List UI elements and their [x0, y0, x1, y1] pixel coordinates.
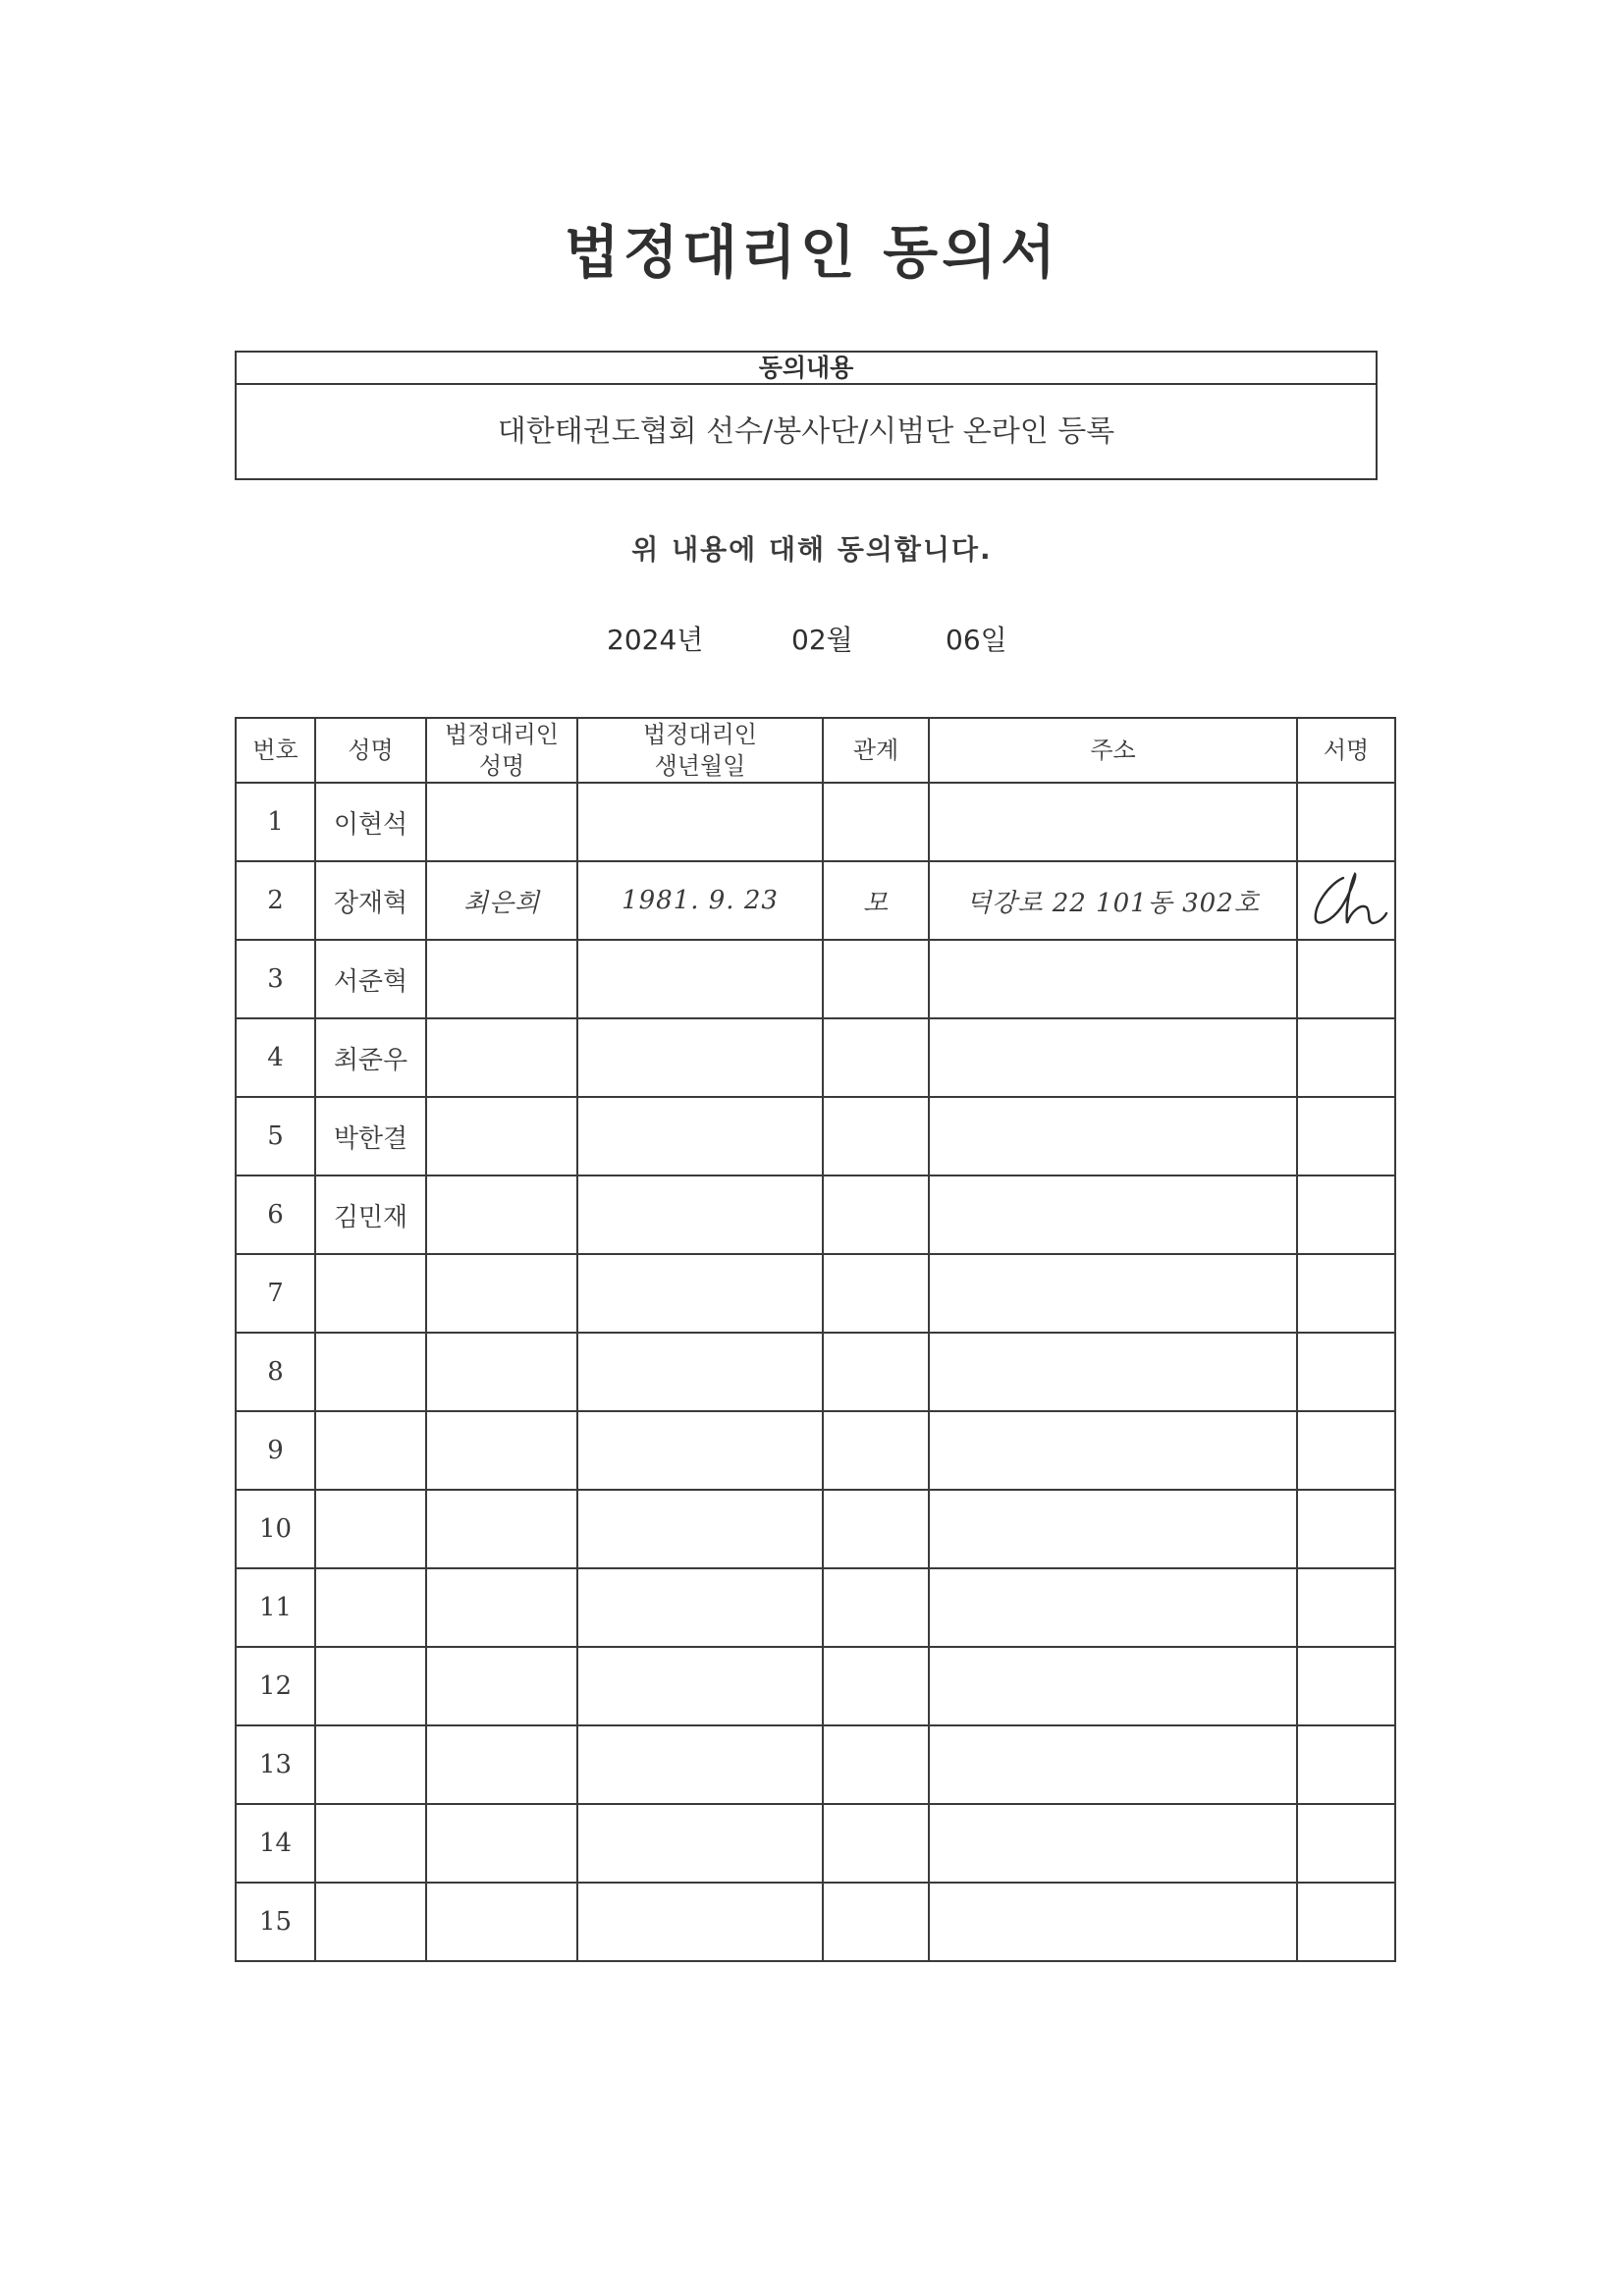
table-row [236, 1018, 1395, 1097]
row-signature [1297, 861, 1395, 940]
row-address [929, 1333, 1297, 1411]
row-signature [1297, 783, 1395, 861]
row-guardian-dob [577, 1490, 823, 1568]
row-address [929, 1883, 1297, 1961]
header-relation: 관계 [823, 718, 929, 783]
row-address [929, 783, 1297, 861]
row-guardian-name [426, 1804, 577, 1883]
row-signature [1297, 1018, 1395, 1097]
row-signature [1297, 1254, 1395, 1333]
row-name [315, 1568, 426, 1647]
row-guardian-name [426, 1725, 577, 1804]
table-row [236, 1411, 1395, 1490]
header-guardian-name-line1: 법정대리인 [445, 721, 559, 748]
table-header-row [236, 718, 1395, 783]
row-signature [1297, 1883, 1395, 1961]
row-guardian-dob [577, 1568, 823, 1647]
row-guardian-name [426, 1097, 577, 1175]
row-guardian-dob [577, 1254, 823, 1333]
row-relation [823, 1411, 929, 1490]
row-signature [1297, 1490, 1395, 1568]
row-guardian-name [426, 1647, 577, 1725]
row-relation [823, 783, 929, 861]
header-guardian-name-line2: 성명 [478, 752, 525, 780]
row-number: 1 [236, 783, 315, 861]
row-signature [1297, 1333, 1395, 1411]
row-signature [1297, 1804, 1395, 1883]
row-number: 6 [236, 1175, 315, 1254]
table-row [236, 1097, 1395, 1175]
table-row [236, 1647, 1395, 1725]
table-row [236, 1804, 1395, 1883]
table-body [236, 783, 1395, 1961]
row-number: 3 [236, 940, 315, 1018]
header-guardian-dob-line1: 법정대리인 [643, 721, 757, 748]
row-relation [823, 1647, 929, 1725]
header-name: 성명 [315, 718, 426, 783]
row-guardian-name [426, 1175, 577, 1254]
row-address [929, 1175, 1297, 1254]
row-name [315, 1883, 426, 1961]
row-guardian-dob: 1981. 9. 23 [577, 861, 823, 940]
row-name: 이현석 [315, 783, 426, 861]
row-guardian-name [426, 1254, 577, 1333]
row-signature [1297, 940, 1395, 1018]
header-guardian-name [426, 718, 577, 783]
row-guardian-name [426, 1883, 577, 1961]
row-number: 7 [236, 1254, 315, 1333]
row-guardian-dob [577, 1804, 823, 1883]
row-number: 10 [236, 1490, 315, 1568]
row-relation [823, 1018, 929, 1097]
row-address [929, 1254, 1297, 1333]
date-day: 06일 [946, 624, 1007, 656]
row-guardian-name [426, 1490, 577, 1568]
row-signature [1297, 1097, 1395, 1175]
row-number: 9 [236, 1411, 315, 1490]
table-row [236, 1254, 1395, 1333]
table-row [236, 783, 1395, 861]
table-row [236, 1175, 1395, 1254]
row-guardian-dob [577, 1175, 823, 1254]
row-address [929, 1411, 1297, 1490]
table-row [236, 1333, 1395, 1411]
registration-table [235, 717, 1396, 1962]
row-relation [823, 1725, 929, 1804]
row-signature [1297, 1411, 1395, 1490]
row-guardian-name [426, 1018, 577, 1097]
header-guardian-dob [577, 718, 823, 783]
row-number: 8 [236, 1333, 315, 1411]
row-number: 11 [236, 1568, 315, 1647]
row-number: 5 [236, 1097, 315, 1175]
header-address: 주소 [929, 718, 1297, 783]
row-address [929, 1647, 1297, 1725]
handwritten-signature [1302, 868, 1390, 933]
row-address [929, 1568, 1297, 1647]
row-signature [1297, 1175, 1395, 1254]
row-address [929, 1725, 1297, 1804]
row-guardian-name [426, 783, 577, 861]
row-number: 2 [236, 861, 315, 940]
row-address [929, 1018, 1297, 1097]
header-guardian-dob-line2: 생년월일 [654, 752, 746, 780]
row-guardian-dob [577, 1411, 823, 1490]
row-address [929, 1804, 1297, 1883]
document-title: 법정대리인 동의서 [564, 219, 1060, 286]
row-relation [823, 1804, 929, 1883]
table-row [236, 861, 1395, 940]
row-guardian-dob [577, 1725, 823, 1804]
row-guardian-name [426, 1411, 577, 1490]
date-year: 2024년 [607, 624, 704, 656]
consent-box-content: 대한태권도협회 선수/봉사단/시범단 온라인 등록 [497, 414, 1115, 449]
row-name: 서준혁 [315, 940, 426, 1018]
row-relation [823, 1490, 929, 1568]
row-relation [823, 1097, 929, 1175]
row-signature [1297, 1647, 1395, 1725]
row-relation [823, 1883, 929, 1961]
row-relation [823, 1333, 929, 1411]
date-month: 02월 [791, 624, 853, 656]
row-guardian-dob [577, 940, 823, 1018]
table-row [236, 1568, 1395, 1647]
row-guardian-dob [577, 1883, 823, 1961]
row-name [315, 1804, 426, 1883]
row-guardian-dob [577, 783, 823, 861]
row-name: 박한결 [315, 1097, 426, 1175]
row-name [315, 1333, 426, 1411]
row-name: 장재혁 [315, 861, 426, 940]
row-guardian-name [426, 940, 577, 1018]
row-name: 최준우 [315, 1018, 426, 1097]
row-address [929, 940, 1297, 1018]
row-name: 김민재 [315, 1175, 426, 1254]
row-guardian-dob [577, 1018, 823, 1097]
row-relation [823, 1175, 929, 1254]
table-row [236, 1490, 1395, 1568]
table-row [236, 940, 1395, 1018]
table-row [236, 1883, 1395, 1961]
row-name [315, 1490, 426, 1568]
row-guardian-name: 최은희 [426, 861, 577, 940]
row-name [315, 1647, 426, 1725]
header-no: 번호 [236, 718, 315, 783]
consent-box-header: 동의내용 [237, 353, 1376, 385]
row-relation [823, 1254, 929, 1333]
row-signature [1297, 1568, 1395, 1647]
row-address [929, 1490, 1297, 1568]
header-signature: 서명 [1297, 718, 1395, 783]
row-name [315, 1254, 426, 1333]
consent-box [235, 351, 1378, 480]
row-number: 12 [236, 1647, 315, 1725]
agreement-statement: 위 내용에 대해 동의합니다. [631, 533, 993, 566]
row-relation: 모 [823, 861, 929, 940]
row-relation [823, 1568, 929, 1647]
row-name [315, 1725, 426, 1804]
row-guardian-name [426, 1333, 577, 1411]
row-guardian-dob [577, 1097, 823, 1175]
row-guardian-dob [577, 1333, 823, 1411]
row-address [929, 1097, 1297, 1175]
row-guardian-name [426, 1568, 577, 1647]
row-name [315, 1411, 426, 1490]
row-number: 15 [236, 1883, 315, 1961]
row-number: 13 [236, 1725, 315, 1804]
table-row [236, 1725, 1395, 1804]
row-guardian-dob [577, 1647, 823, 1725]
row-address: 덕강로 22 101동 302호 [929, 861, 1297, 940]
row-number: 4 [236, 1018, 315, 1097]
row-signature [1297, 1725, 1395, 1804]
row-number: 14 [236, 1804, 315, 1883]
row-relation [823, 940, 929, 1018]
